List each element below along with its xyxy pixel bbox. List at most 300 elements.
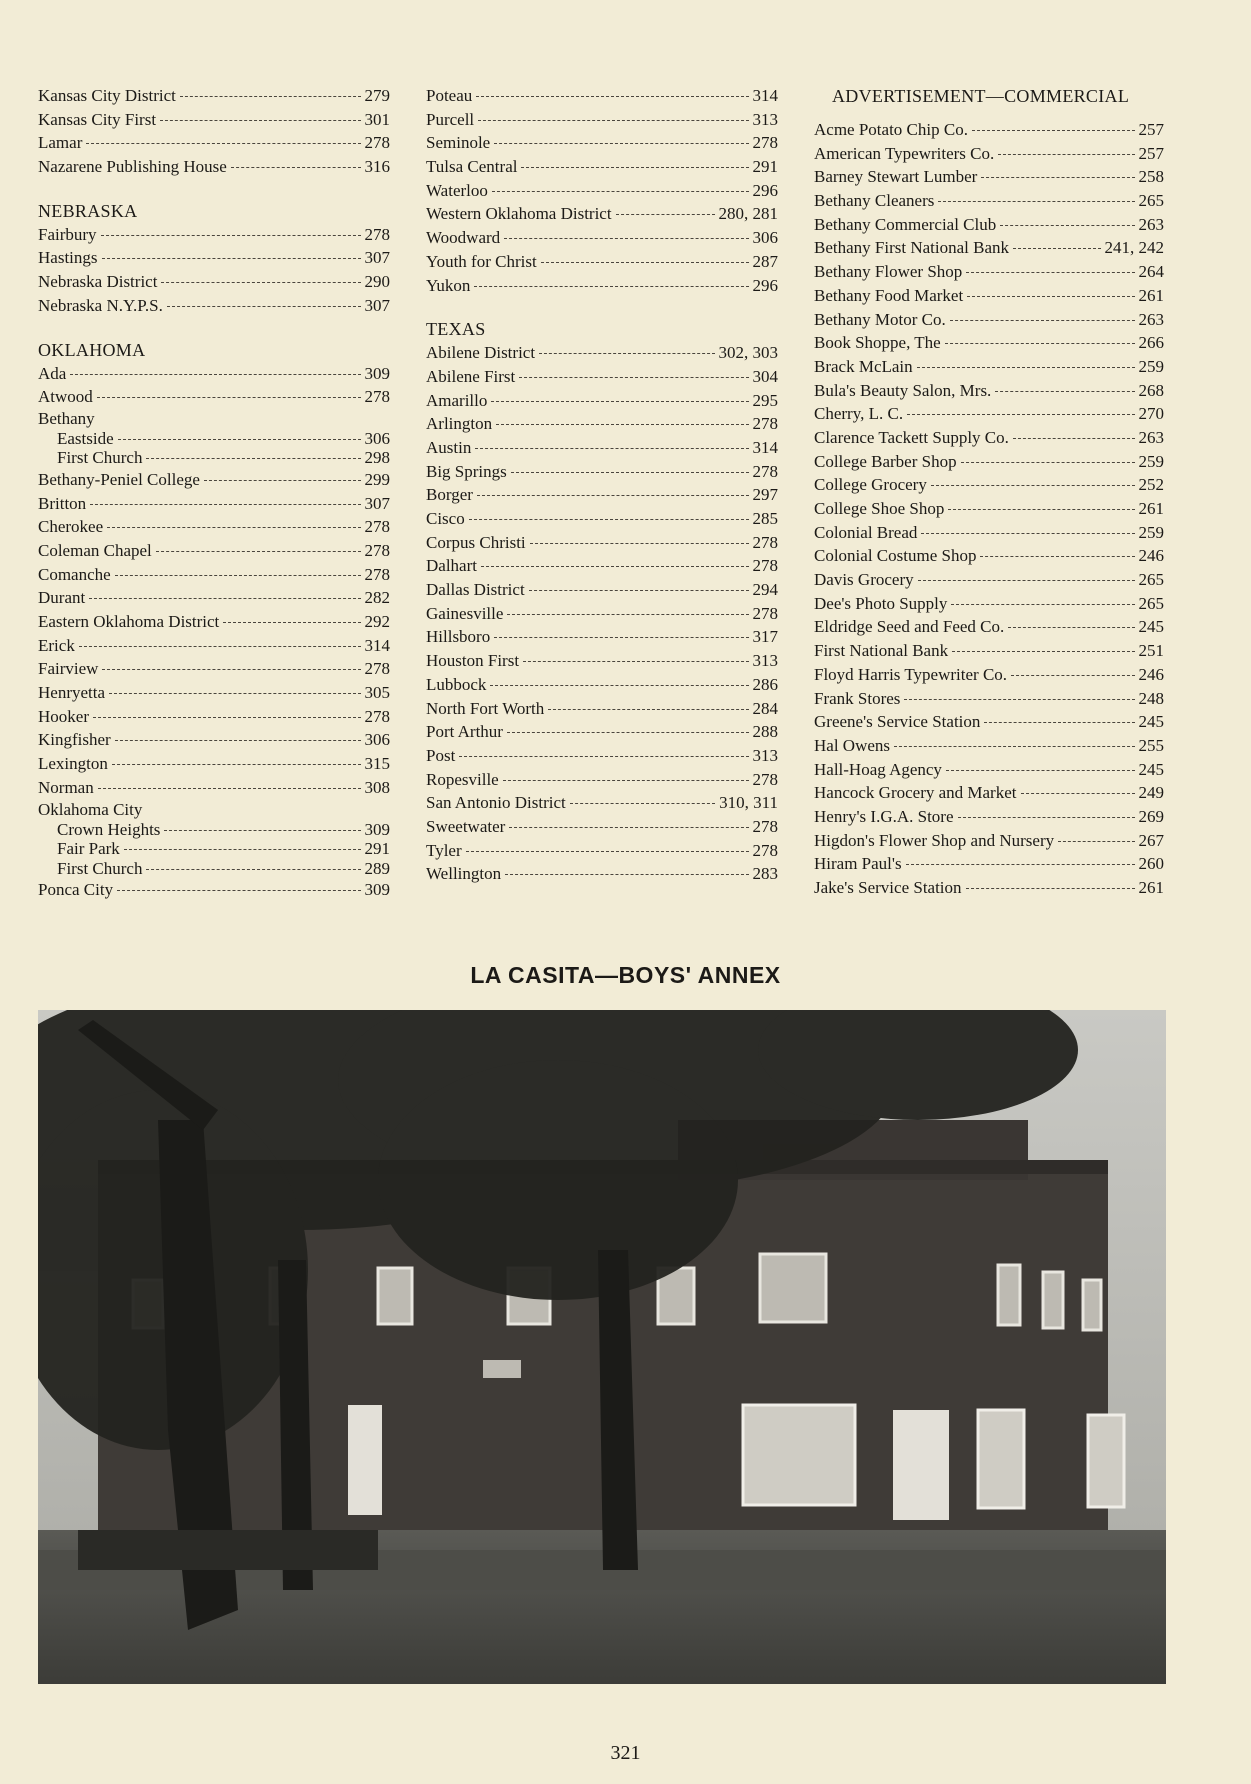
entry-page: 291 xyxy=(752,157,778,177)
index-entry xyxy=(426,862,778,886)
dot-leader xyxy=(156,551,361,552)
entry-name: Floyd Harris Typewriter Co. xyxy=(814,664,1008,684)
entry-page: 278 xyxy=(752,816,778,836)
index-entry xyxy=(426,791,778,815)
index-entry xyxy=(426,131,778,155)
index-entry xyxy=(814,189,1164,213)
entry-page: 287 xyxy=(752,251,778,271)
dot-leader xyxy=(961,462,1135,463)
index-column-1 xyxy=(38,84,390,902)
dot-leader xyxy=(967,296,1134,297)
entry-name: Hall-Hoag Agency xyxy=(814,759,942,779)
entry-page: 265 xyxy=(1138,570,1164,590)
index-entry xyxy=(814,142,1164,166)
dot-leader xyxy=(101,235,361,236)
entry-name: Austin xyxy=(426,437,472,457)
index-entry xyxy=(38,429,390,449)
entry-name: Ada xyxy=(38,363,67,383)
entry-page: 259 xyxy=(1138,451,1164,471)
index-entry xyxy=(426,108,778,132)
index-entry xyxy=(38,878,390,902)
entry-page: 305 xyxy=(364,683,390,703)
dot-leader xyxy=(90,504,360,505)
dot-leader xyxy=(504,238,748,239)
entry-page: 296 xyxy=(752,275,778,295)
entry-page: 278 xyxy=(364,224,390,244)
dot-leader xyxy=(93,717,361,718)
entry-name: Frank Stores xyxy=(814,688,901,708)
entry-name: Durant xyxy=(38,588,86,608)
entry-page: 278 xyxy=(752,133,778,153)
index-entry xyxy=(38,515,390,539)
index-entry xyxy=(814,758,1164,782)
dot-leader xyxy=(496,424,748,425)
entry-name: Cherry, L. C. xyxy=(814,404,904,424)
entry-page: 278 xyxy=(752,414,778,434)
dot-leader xyxy=(521,167,748,168)
entry-name: Erick xyxy=(38,635,75,655)
dot-leader xyxy=(548,709,748,710)
index-entry xyxy=(814,213,1164,237)
entry-page: 279 xyxy=(364,86,390,105)
index-entry xyxy=(38,409,390,429)
section-heading: TEXAS xyxy=(426,319,486,340)
dot-leader xyxy=(505,874,748,875)
entry-page: 278 xyxy=(752,603,778,623)
dot-leader xyxy=(938,201,1134,202)
dot-leader xyxy=(478,120,748,121)
index-entry xyxy=(814,852,1164,876)
entry-name: College Shoe Shop xyxy=(814,499,945,518)
dot-leader xyxy=(466,851,749,852)
entry-page: 248 xyxy=(1138,688,1164,708)
index-entry xyxy=(426,768,778,792)
dot-leader xyxy=(146,458,360,459)
dot-leader xyxy=(98,788,361,789)
entry-name: Houston First xyxy=(426,651,520,671)
entry-name: Woodward xyxy=(426,228,501,248)
entry-name: Atwood xyxy=(38,387,93,407)
entry-page: 288 xyxy=(752,722,778,742)
index-entry xyxy=(38,859,390,879)
entry-name: Crown Heights xyxy=(57,819,161,839)
entry-page: 269 xyxy=(1138,806,1164,826)
entry-name: San Antonio District xyxy=(426,793,566,813)
entry-page: 260 xyxy=(1138,854,1164,874)
entry-name: Bula's Beauty Salon, Mrs. xyxy=(814,380,992,400)
entry-name: Hillsboro xyxy=(426,627,491,647)
index-entry xyxy=(426,460,778,484)
index-entry xyxy=(38,610,390,634)
dot-leader xyxy=(79,646,361,647)
index-entry xyxy=(814,615,1164,639)
entry-page: 278 xyxy=(752,532,778,552)
entry-name: North Fort Worth xyxy=(426,698,545,718)
entry-name: Hooker xyxy=(38,706,89,726)
dot-leader xyxy=(102,669,360,670)
dot-leader xyxy=(109,693,360,694)
index-entry xyxy=(426,625,778,649)
index-entry xyxy=(814,805,1164,829)
entry-page: 299 xyxy=(364,469,390,489)
dot-leader xyxy=(951,604,1134,605)
dot-leader xyxy=(476,96,748,97)
entry-page: 295 xyxy=(752,390,778,410)
dot-leader xyxy=(112,764,361,765)
dot-leader xyxy=(180,96,361,97)
entry-name: Bethany Food Market xyxy=(814,285,964,305)
index-section xyxy=(426,317,778,886)
entry-page: 306 xyxy=(752,228,778,248)
dot-leader xyxy=(507,614,748,615)
dot-leader xyxy=(509,827,748,828)
entry-name: First Church xyxy=(57,858,143,878)
dot-leader xyxy=(946,770,1135,771)
entry-page: 278 xyxy=(752,840,778,860)
entry-name: Comanche xyxy=(38,564,111,584)
entry-name: Yukon xyxy=(426,275,471,295)
dot-leader xyxy=(894,746,1134,747)
entry-name: Norman xyxy=(38,777,94,797)
dot-leader xyxy=(115,575,361,576)
entry-name: Big Springs xyxy=(426,461,507,481)
index-entry xyxy=(426,720,778,744)
index-entry xyxy=(814,308,1164,332)
entry-page: 270 xyxy=(1138,404,1164,424)
index-entry xyxy=(814,876,1164,900)
entry-page: 278 xyxy=(752,461,778,481)
dot-leader xyxy=(952,651,1134,652)
index-entry xyxy=(38,752,390,776)
entry-name: Acme Potato Chip Co. xyxy=(814,120,968,139)
index-column-2 xyxy=(426,84,778,886)
dot-leader xyxy=(1011,675,1134,676)
entry-page: 306 xyxy=(364,730,390,750)
entry-page: 259 xyxy=(1138,356,1164,376)
index-entry xyxy=(38,728,390,752)
index-entry xyxy=(38,563,390,587)
index-entry xyxy=(814,284,1164,308)
entry-page: 313 xyxy=(752,109,778,129)
dot-leader xyxy=(124,849,361,850)
index-entry xyxy=(814,236,1164,260)
dot-leader xyxy=(164,830,360,831)
entry-page: 285 xyxy=(752,509,778,528)
dot-leader xyxy=(490,685,748,686)
dot-leader xyxy=(981,177,1134,178)
entry-name: Dallas District xyxy=(426,580,525,600)
entry-page: 266 xyxy=(1138,333,1164,353)
entry-page: 258 xyxy=(1138,167,1164,187)
page-number: 321 xyxy=(610,1742,641,1764)
index-entry xyxy=(814,402,1164,426)
entry-page: 310, 311 xyxy=(719,793,778,813)
entry-page: 263 xyxy=(1138,427,1164,447)
dot-leader xyxy=(118,439,361,440)
entry-name: Eldridge Seed and Feed Co. xyxy=(814,617,1005,637)
entry-name: Borger xyxy=(426,485,473,505)
index-entry xyxy=(426,483,778,507)
entry-name: Youth for Christ xyxy=(426,251,537,271)
entry-name: Bethany Motor Co. xyxy=(814,309,946,329)
entry-page: 314 xyxy=(752,86,778,105)
dot-leader xyxy=(917,367,1135,368)
entry-name: Oklahoma City xyxy=(38,799,143,819)
dot-leader xyxy=(223,622,360,623)
dot-leader xyxy=(966,888,1135,889)
entry-name: Henry's I.G.A. Store xyxy=(814,806,954,826)
dot-leader xyxy=(904,699,1134,700)
entry-name: Dalhart xyxy=(426,556,477,576)
dot-leader xyxy=(459,756,748,757)
index-entry xyxy=(38,385,390,409)
entry-page: 257 xyxy=(1138,120,1164,139)
index-entry xyxy=(38,657,390,681)
index-entry xyxy=(38,294,390,318)
index-entry xyxy=(814,118,1164,142)
index-entry xyxy=(814,260,1164,284)
entry-page: 302, 303 xyxy=(718,343,778,363)
entry-name: Cherokee xyxy=(38,517,104,537)
entry-name: Kansas City First xyxy=(38,109,157,129)
index-entry xyxy=(814,165,1164,189)
dot-leader xyxy=(160,120,360,121)
dot-leader xyxy=(958,817,1135,818)
index-entry xyxy=(38,776,390,800)
entry-name: American Typewriters Co. xyxy=(814,143,995,163)
dot-leader xyxy=(529,590,749,591)
entry-page: 261 xyxy=(1138,878,1164,897)
entry-page: 308 xyxy=(364,777,390,797)
entry-page: 278 xyxy=(364,706,390,726)
entry-page: 297 xyxy=(752,485,778,505)
entry-name: Cisco xyxy=(426,509,465,528)
entry-name: Higdon's Flower Shop and Nursery xyxy=(814,830,1055,850)
entry-page: 314 xyxy=(364,635,390,655)
entry-name: Tulsa Central xyxy=(426,157,518,177)
entry-name: Colonial Bread xyxy=(814,522,918,542)
dot-leader xyxy=(998,154,1134,155)
entry-page: 296 xyxy=(752,180,778,200)
dot-leader xyxy=(984,722,1134,723)
entry-page: 278 xyxy=(364,517,390,537)
building-photo xyxy=(38,1010,1166,1684)
dot-leader xyxy=(477,495,749,496)
index-entry xyxy=(426,815,778,839)
entry-page: 246 xyxy=(1138,546,1164,566)
entry-name: Colonial Costume Shop xyxy=(814,546,977,566)
entry-page: 263 xyxy=(1138,214,1164,234)
entry-page: 278 xyxy=(364,659,390,679)
index-entry xyxy=(426,250,778,274)
dot-leader xyxy=(1000,225,1134,226)
entry-name: Ponca City xyxy=(38,880,114,899)
index-entry xyxy=(426,602,778,626)
index-entry xyxy=(814,521,1164,545)
entry-page: 246 xyxy=(1138,664,1164,684)
index-entry xyxy=(426,341,778,365)
entry-page: 280, 281 xyxy=(718,204,778,224)
entry-page: 290 xyxy=(364,272,390,292)
entry-page: 252 xyxy=(1138,475,1164,495)
entry-page: 261 xyxy=(1138,499,1164,518)
entry-name: Hal Owens xyxy=(814,735,891,755)
index-section xyxy=(38,338,390,902)
index-entry xyxy=(426,436,778,460)
entry-page: 268 xyxy=(1138,380,1164,400)
entry-page: 307 xyxy=(364,295,390,315)
entry-name: Sweetwater xyxy=(426,816,506,836)
index-entry xyxy=(426,365,778,389)
dot-leader xyxy=(519,377,748,378)
index-entry xyxy=(426,412,778,436)
index-entry xyxy=(38,586,390,610)
entry-page: 294 xyxy=(752,580,778,600)
entry-name: Davis Grocery xyxy=(814,570,914,590)
dot-leader xyxy=(523,661,748,662)
entry-name: Tyler xyxy=(426,840,462,860)
entry-name: Abilene District xyxy=(426,343,536,363)
dot-leader xyxy=(918,580,1135,581)
index-entry xyxy=(426,389,778,413)
index-entry xyxy=(814,473,1164,497)
entry-page: 316 xyxy=(364,157,390,177)
index-entry xyxy=(38,84,390,108)
entry-name: Arlington xyxy=(426,414,493,434)
dot-leader xyxy=(89,598,360,599)
entry-page: 264 xyxy=(1138,262,1164,282)
index-entry xyxy=(814,568,1164,592)
entry-name: Wellington xyxy=(426,864,502,884)
entry-name: Abilene First xyxy=(426,366,516,386)
dot-leader xyxy=(492,191,749,192)
dot-leader xyxy=(1058,841,1134,842)
dot-leader xyxy=(541,262,749,263)
entry-name: Fairbury xyxy=(38,224,97,244)
entry-page: 289 xyxy=(364,858,390,878)
entry-name: Nazarene Publishing House xyxy=(38,157,227,177)
entry-name: Brack McLain xyxy=(814,356,913,376)
entry-page: 313 xyxy=(752,745,778,765)
dot-leader xyxy=(469,519,749,520)
index-entry xyxy=(38,492,390,516)
dot-leader xyxy=(907,414,1134,415)
entry-name: Bethany Cleaners xyxy=(814,191,935,211)
entry-name: Bethany xyxy=(38,408,95,428)
index-entry xyxy=(814,450,1164,474)
entry-name: Fairview xyxy=(38,659,99,679)
section-heading: OKLAHOMA xyxy=(38,339,146,360)
dot-leader xyxy=(972,130,1135,131)
entry-page: 306 xyxy=(364,428,390,448)
dot-leader xyxy=(474,286,748,287)
dot-leader xyxy=(107,527,360,528)
index-entry xyxy=(426,531,778,555)
dot-leader xyxy=(494,143,748,144)
entry-name: Gainesville xyxy=(426,603,504,623)
entry-page: 278 xyxy=(364,564,390,584)
index-entry xyxy=(814,592,1164,616)
entry-page: 314 xyxy=(752,437,778,457)
entry-page: 251 xyxy=(1138,641,1164,661)
dot-leader xyxy=(86,143,360,144)
entry-name: Jake's Service Station xyxy=(814,878,962,897)
index-entry xyxy=(426,697,778,721)
dot-leader xyxy=(475,448,748,449)
entry-name: Eastside xyxy=(57,428,114,448)
index-entry xyxy=(814,426,1164,450)
entry-name: College Grocery xyxy=(814,475,927,495)
entry-name: Britton xyxy=(38,493,87,513)
entry-name: Amarillo xyxy=(426,390,488,410)
entry-name: Port Arthur xyxy=(426,722,503,742)
dot-leader xyxy=(115,740,361,741)
index-entry xyxy=(38,634,390,658)
entry-page: 265 xyxy=(1138,191,1164,211)
entry-name: Kingfisher xyxy=(38,730,111,750)
index-entry xyxy=(426,274,778,298)
entry-page: 309 xyxy=(364,880,390,899)
index-entry xyxy=(814,687,1164,711)
dot-leader xyxy=(481,566,749,567)
index-entry xyxy=(426,226,778,250)
index-entry xyxy=(38,270,390,294)
entry-name: Bethany Commercial Club xyxy=(814,214,997,234)
entry-page: 257 xyxy=(1138,143,1164,163)
entry-page: 267 xyxy=(1138,830,1164,850)
entry-page: 284 xyxy=(752,698,778,718)
index-entry xyxy=(426,84,778,108)
entry-name: Nebraska District xyxy=(38,272,158,292)
dot-leader xyxy=(616,214,715,215)
entry-name: Bethany-Peniel College xyxy=(38,469,200,489)
entry-name: Greene's Service Station xyxy=(814,712,981,732)
entry-name: Hastings xyxy=(38,248,98,268)
dot-leader xyxy=(167,306,361,307)
index-entry xyxy=(426,179,778,203)
entry-page: 245 xyxy=(1138,617,1164,637)
index-entry xyxy=(426,839,778,863)
entry-page: 307 xyxy=(364,248,390,268)
entry-name: Book Shoppe, The xyxy=(814,333,941,353)
dot-leader xyxy=(102,258,361,259)
dot-leader xyxy=(507,732,749,733)
entry-name: Ropesville xyxy=(426,769,499,789)
dot-leader xyxy=(117,890,360,891)
entry-page: 291 xyxy=(364,839,390,858)
dot-leader xyxy=(70,374,360,375)
entry-page: 278 xyxy=(364,540,390,560)
index-entry xyxy=(814,781,1164,805)
dot-leader xyxy=(511,472,749,473)
index-entry xyxy=(814,497,1164,521)
dot-leader xyxy=(948,509,1134,510)
dot-leader xyxy=(530,543,749,544)
entry-name: Bethany Flower Shop xyxy=(814,262,963,282)
index-entry xyxy=(814,734,1164,758)
dot-leader xyxy=(950,320,1135,321)
dot-leader xyxy=(995,391,1134,392)
entry-name: Fair Park xyxy=(57,839,120,858)
index-entry xyxy=(814,331,1164,355)
entry-page: 304 xyxy=(752,366,778,386)
dot-leader xyxy=(1013,438,1135,439)
index-entry xyxy=(38,839,390,859)
photo-caption: LA CASITA—BOYS' ANNEX xyxy=(470,962,781,988)
index-section xyxy=(38,84,390,179)
dot-leader xyxy=(491,401,748,402)
entry-page: 286 xyxy=(752,674,778,694)
